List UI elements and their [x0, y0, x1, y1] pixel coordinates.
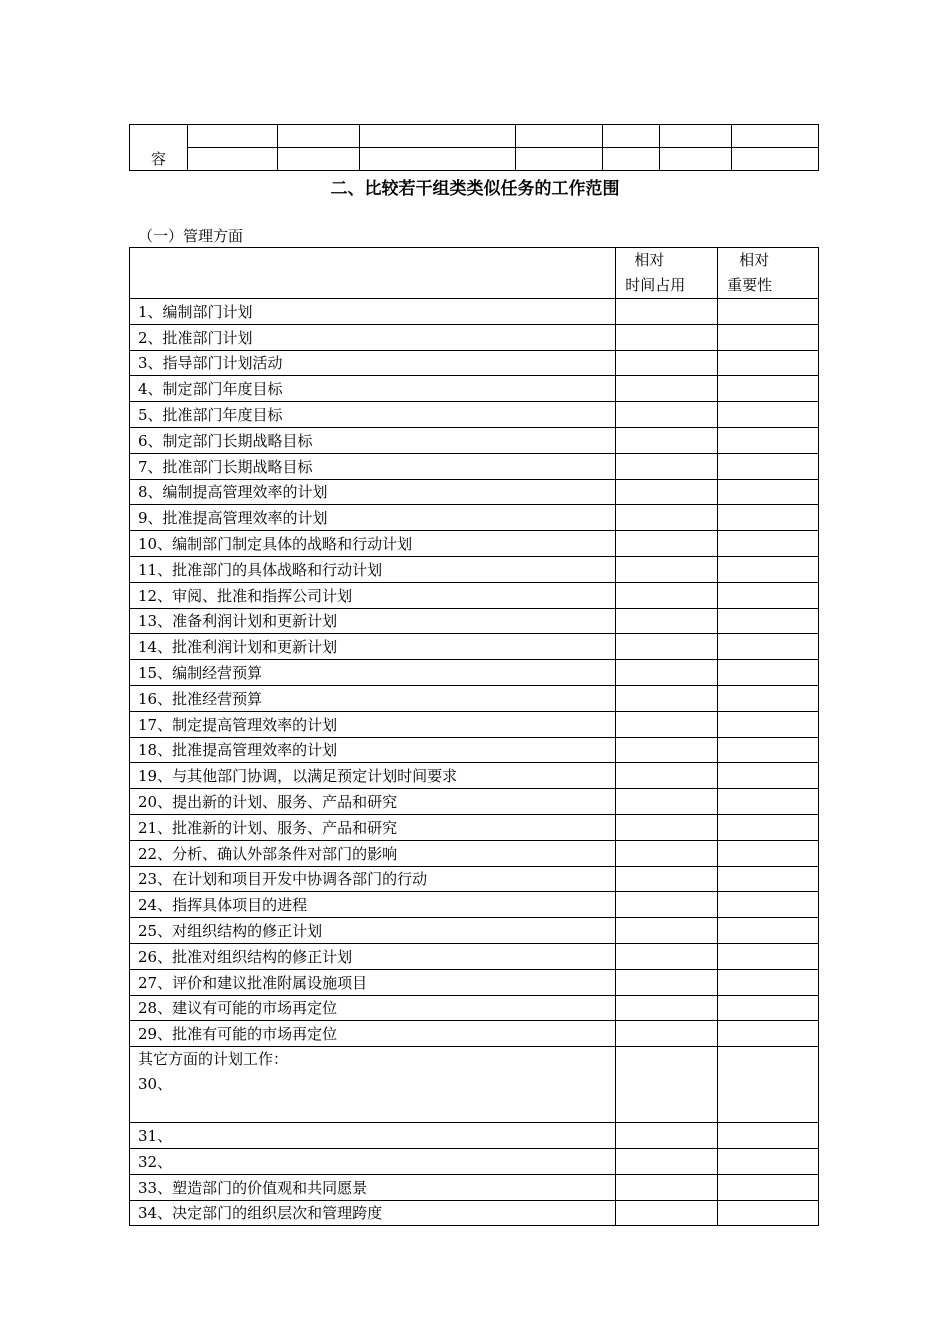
form-cell[interactable]	[187, 125, 277, 148]
importance-input-cell[interactable]	[718, 660, 819, 686]
table-row	[130, 918, 819, 944]
table-row	[130, 995, 819, 1021]
task-label: 25、对组织结构的修正计划	[130, 918, 616, 944]
task-label: 34、决定部门的组织层次和管理跨度	[130, 1200, 616, 1226]
time-input-cell[interactable]	[616, 479, 718, 505]
form-cell[interactable]	[603, 148, 660, 171]
time-input-cell[interactable]	[616, 634, 718, 660]
time-input-cell[interactable]	[616, 918, 718, 944]
importance-input-cell[interactable]	[718, 737, 819, 763]
importance-input-cell[interactable]	[718, 376, 819, 402]
time-input-cell[interactable]	[616, 866, 718, 892]
time-input-cell[interactable]	[616, 969, 718, 995]
importance-input-cell[interactable]	[718, 814, 819, 840]
form-cell[interactable]	[603, 125, 660, 148]
task-label: 14、批准利润计划和更新计划	[130, 634, 616, 660]
table-row	[130, 299, 819, 325]
task-label: 12、审阅、批准和指挥公司计划	[130, 582, 616, 608]
importance-input-cell[interactable]	[718, 943, 819, 969]
importance-input-cell[interactable]	[718, 453, 819, 479]
table-row	[130, 453, 819, 479]
table-row	[130, 350, 819, 376]
task-label: 4、制定部门年度目标	[130, 376, 616, 402]
task-label: 5、批准部门年度目标	[130, 402, 616, 428]
header-relative-time	[616, 248, 718, 299]
header-importance-line1: 相对	[739, 251, 770, 269]
task-label: 28、建议有可能的市场再定位	[130, 995, 616, 1021]
table-row	[130, 1021, 819, 1047]
time-input-cell[interactable]	[616, 376, 718, 402]
time-input-cell[interactable]	[616, 789, 718, 815]
header-relative-importance	[718, 248, 819, 299]
table-row	[130, 324, 819, 350]
table-row	[130, 737, 819, 763]
task-label: 15、编制经营预算	[130, 660, 616, 686]
other-planning-cell	[130, 1047, 616, 1123]
section-title: 二、比较若干组类类似任务的工作范围	[330, 179, 620, 199]
importance-input-cell[interactable]	[718, 789, 819, 815]
task-label: 19、与其他部门协调，以满足预定计划时间要求	[130, 763, 616, 789]
table-row	[130, 556, 819, 582]
time-input-cell[interactable]	[616, 1021, 718, 1047]
form-cell[interactable]	[732, 148, 819, 171]
importance-input-cell[interactable]	[718, 299, 819, 325]
importance-input-cell[interactable]	[718, 402, 819, 428]
importance-input-cell[interactable]	[718, 711, 819, 737]
time-input-cell[interactable]	[616, 531, 718, 557]
spacer	[138, 1097, 615, 1122]
time-input-cell[interactable]	[616, 1123, 718, 1149]
task-label: 10、编制部门制定具体的战略和行动计划	[130, 531, 616, 557]
time-input-cell[interactable]	[616, 660, 718, 686]
importance-input-cell[interactable]	[718, 969, 819, 995]
time-input-cell[interactable]	[616, 608, 718, 634]
time-input-cell[interactable]	[616, 814, 718, 840]
form-cell[interactable]	[187, 148, 277, 171]
top-table-row	[130, 125, 819, 148]
importance-input-cell[interactable]	[718, 556, 819, 582]
form-cell[interactable]	[516, 125, 603, 148]
table-row	[130, 840, 819, 866]
table-row	[130, 814, 819, 840]
table-header-row	[130, 248, 819, 299]
importance-input-cell[interactable]	[718, 840, 819, 866]
table-row	[130, 1123, 819, 1149]
table-row	[130, 1200, 819, 1226]
time-input-cell[interactable]	[616, 299, 718, 325]
table-row	[130, 531, 819, 557]
time-input-cell[interactable]	[616, 737, 718, 763]
table-row	[130, 427, 819, 453]
task-label: 24、指挥具体项目的进程	[130, 892, 616, 918]
table-row-other	[130, 1047, 819, 1123]
form-cell[interactable]	[359, 125, 516, 148]
other-planning-item-30: 30、	[138, 1075, 173, 1094]
other-planning-heading: 其它方面的计划工作：	[138, 1050, 289, 1069]
top-table-row	[130, 148, 819, 171]
time-input-cell[interactable]	[616, 1047, 718, 1123]
task-label: 23、在计划和项目开发中协调各部门的行动	[130, 866, 616, 892]
table-row	[130, 660, 819, 686]
table-row	[130, 892, 819, 918]
form-cell[interactable]	[732, 125, 819, 148]
time-input-cell[interactable]	[616, 556, 718, 582]
time-input-cell[interactable]	[616, 892, 718, 918]
importance-input-cell[interactable]	[718, 1148, 819, 1174]
time-input-cell[interactable]	[616, 453, 718, 479]
time-input-cell[interactable]	[616, 402, 718, 428]
top-table-label: 容	[130, 125, 188, 171]
task-label: 16、批准经营预算	[130, 685, 616, 711]
task-label: 22、分析、确认外部条件对部门的影响	[130, 840, 616, 866]
header-task-cell	[130, 248, 616, 299]
table-row	[130, 376, 819, 402]
table-row	[130, 969, 819, 995]
table-row	[130, 505, 819, 531]
task-label: 3、指导部门计划活动	[130, 350, 616, 376]
time-input-cell[interactable]	[616, 505, 718, 531]
importance-input-cell[interactable]	[718, 531, 819, 557]
time-input-cell[interactable]	[616, 582, 718, 608]
importance-input-cell[interactable]	[718, 995, 819, 1021]
task-label: 9、批准提高管理效率的计划	[130, 505, 616, 531]
task-label: 11、批准部门的具体战略和行动计划	[130, 556, 616, 582]
importance-input-cell[interactable]	[718, 582, 819, 608]
time-input-cell[interactable]	[616, 711, 718, 737]
task-label: 33、塑造部门的价值观和共同愿景	[130, 1174, 616, 1200]
importance-input-cell[interactable]	[718, 479, 819, 505]
importance-input-cell[interactable]	[718, 1123, 819, 1149]
time-input-cell[interactable]	[616, 350, 718, 376]
time-input-cell[interactable]	[616, 840, 718, 866]
time-input-cell[interactable]	[616, 1174, 718, 1200]
task-label: 21、批准新的计划、服务、产品和研究	[130, 814, 616, 840]
task-label: 26、批准对组织结构的修正计划	[130, 943, 616, 969]
form-cell[interactable]	[359, 148, 516, 171]
task-label: 32、	[130, 1148, 616, 1174]
importance-input-cell[interactable]	[718, 763, 819, 789]
task-label: 8、编制提高管理效率的计划	[130, 479, 616, 505]
table-row	[130, 711, 819, 737]
table-row	[130, 479, 819, 505]
table-row	[130, 943, 819, 969]
form-cell[interactable]	[277, 148, 359, 171]
importance-input-cell[interactable]	[718, 1200, 819, 1226]
task-label: 17、制定提高管理效率的计划	[130, 711, 616, 737]
importance-input-cell[interactable]	[718, 427, 819, 453]
table-row	[130, 634, 819, 660]
table-row	[130, 1174, 819, 1200]
time-input-cell[interactable]	[616, 1200, 718, 1226]
importance-input-cell[interactable]	[718, 892, 819, 918]
form-cell[interactable]	[660, 148, 732, 171]
table-row	[130, 582, 819, 608]
importance-input-cell[interactable]	[718, 350, 819, 376]
header-time-line1: 相对	[634, 251, 665, 269]
importance-input-cell[interactable]	[718, 1174, 819, 1200]
task-label: 31、	[130, 1123, 616, 1149]
form-cell[interactable]	[516, 148, 603, 171]
form-cell[interactable]	[277, 125, 359, 148]
importance-input-cell[interactable]	[718, 634, 819, 660]
importance-input-cell[interactable]	[718, 505, 819, 531]
time-input-cell[interactable]	[616, 427, 718, 453]
table-row	[130, 763, 819, 789]
task-label: 2、批准部门计划	[130, 324, 616, 350]
time-input-cell[interactable]	[616, 324, 718, 350]
time-input-cell[interactable]	[616, 1148, 718, 1174]
form-cell[interactable]	[660, 125, 732, 148]
time-input-cell[interactable]	[616, 763, 718, 789]
task-label: 6、制定部门长期战略目标	[130, 427, 616, 453]
time-input-cell[interactable]	[616, 995, 718, 1021]
importance-input-cell[interactable]	[718, 324, 819, 350]
top-form-table	[129, 124, 819, 171]
table-row	[130, 402, 819, 428]
table-row	[130, 608, 819, 634]
table-row	[130, 866, 819, 892]
time-input-cell[interactable]	[616, 685, 718, 711]
time-input-cell[interactable]	[616, 943, 718, 969]
importance-input-cell[interactable]	[718, 918, 819, 944]
task-label: 7、批准部门长期战略目标	[130, 453, 616, 479]
table-row	[130, 1148, 819, 1174]
task-label: 20、提出新的计划、服务、产品和研究	[130, 789, 616, 815]
importance-input-cell[interactable]	[718, 1047, 819, 1123]
task-label: 18、批准提高管理效率的计划	[130, 737, 616, 763]
importance-input-cell[interactable]	[718, 608, 819, 634]
header-time-line2: 时间占用	[625, 276, 686, 294]
task-label: 27、评价和建议批准附属设施项目	[130, 969, 616, 995]
task-label: 13、准备利润计划和更新计划	[130, 608, 616, 634]
table-row	[130, 685, 819, 711]
importance-input-cell[interactable]	[718, 685, 819, 711]
importance-input-cell[interactable]	[718, 1021, 819, 1047]
management-tasks-table	[129, 247, 819, 1226]
header-importance-line2: 重要性	[727, 276, 773, 294]
subsection-title: （一）管理方面	[138, 227, 244, 245]
task-label: 29、批准有可能的市场再定位	[130, 1021, 616, 1047]
importance-input-cell[interactable]	[718, 866, 819, 892]
table-row	[130, 789, 819, 815]
task-label: 1、编制部门计划	[130, 299, 616, 325]
